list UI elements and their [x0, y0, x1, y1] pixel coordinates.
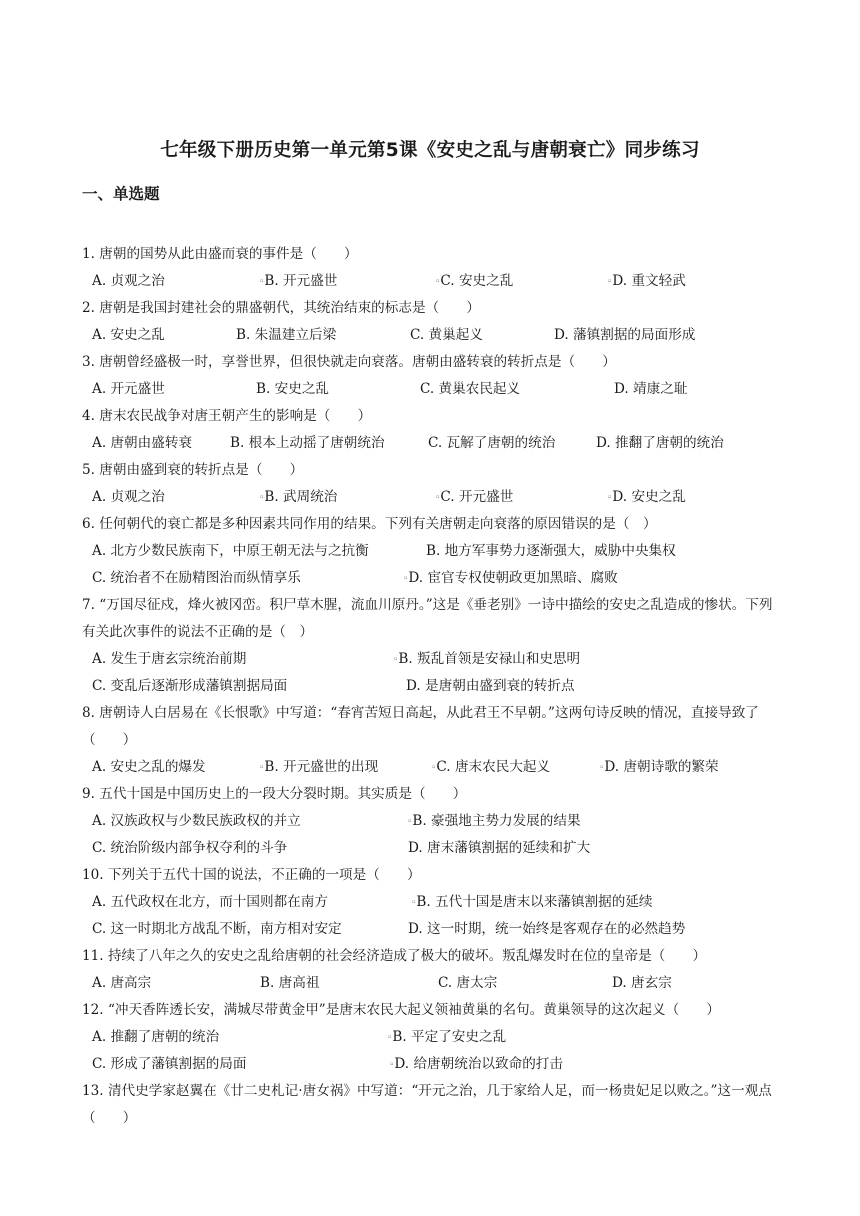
question-3-stem: 3. 唐朝曾经盛极一时，享誉世界，但很快就走向衰落。唐朝由盛转衰的转折点是（ ） [82, 354, 616, 370]
question-9-stem: 9. 五代十国是中国历史上的一段大分裂时期。其实质是（ ） [82, 786, 467, 802]
option-a: A. 贞观之治 [92, 273, 165, 289]
option-c: C. 统治阶级内部争权夺利的斗争 [92, 840, 288, 856]
option-d: D. 唐末藩镇割据的延续和扩大 [408, 840, 591, 856]
question-6-options-row1 [92, 538, 782, 565]
question-11-options [92, 970, 782, 997]
question-5-stem: 5. 唐朝由盛到衰的转折点是（ ） [82, 462, 304, 478]
option-b: ▫B. 开元盛世的出现 [260, 759, 379, 775]
option-b: ▫B. 平定了安史之乱 [388, 1029, 507, 1045]
option-c: ▫C. 唐末农民大起义 [432, 759, 551, 775]
option-b: B. 唐高祖 [260, 975, 320, 991]
question-2-options [92, 322, 782, 349]
question-5-options [92, 484, 782, 511]
option-d: D. 是唐朝由盛到衰的转折点 [406, 678, 575, 694]
question-12-options-row1 [92, 1024, 782, 1051]
question-2-stem: 2. 唐朝是我国封建社会的鼎盛朝代，其统治结束的标志是（ ） [82, 300, 480, 316]
option-b: B. 朱温建立后梁 [236, 327, 337, 343]
option-a: A. 发生于唐玄宗统治前期 [92, 651, 247, 667]
page-title: 七年级下册历史第一单元第5课《安史之乱与唐朝衰亡》同步练习 [160, 140, 700, 161]
question-1-options [92, 268, 782, 295]
question-7-stem: 7. “万国尽征戍，烽火被冈峦。积尸草木腥，流血川原丹。”这是《垂老别》一诗中描绘的安史之乱造成的惨状。下列有关此次事件的说法不正确的是（ ） [82, 597, 773, 640]
option-b: B. 安史之乱 [256, 381, 330, 397]
option-d: ▫D. 重文轻武 [608, 273, 686, 289]
question-13-stem: 13. 清代史学家赵翼在《廿二史札记·唐女祸》中写道：“开元之治，几于家给人足，而一杨贵妃足以败之。”这一观点（ ） [82, 1083, 772, 1126]
option-a: A. 汉族政权与少数民族政权的并立 [92, 813, 301, 829]
option-c: C. 变乱后逐渐形成藩镇割据局面 [92, 678, 288, 694]
question-4-options [92, 430, 782, 457]
option-c: C. 形成了藩镇割据的局面 [92, 1056, 247, 1072]
question-7-options-row2 [92, 673, 782, 700]
option-b: ▫B. 开元盛世 [260, 273, 338, 289]
option-b: ▫B. 武周统治 [260, 489, 338, 505]
question-10-options-row2 [92, 916, 782, 943]
option-d: D. 靖康之耻 [614, 381, 688, 397]
section-heading: 一、单选题 [82, 185, 160, 203]
option-d: D. 唐玄宗 [612, 975, 672, 991]
option-c: ▫C. 安史之乱 [436, 273, 514, 289]
question-8-stem: 8. 唐朝诗人白居易在《长恨歌》中写道：“春宵苦短日高起，从此君王不早朝。”这两句诗反映的情况，直接导致了（ ） [82, 705, 759, 748]
option-d: ▫D. 给唐朝统治以致命的打击 [390, 1056, 563, 1072]
question-4-stem: 4. 唐末农民战争对唐王朝产生的影响是（ ） [82, 408, 372, 424]
option-b: B. 根本上动摇了唐朝统治 [230, 435, 385, 451]
question-12-stem: 12. “冲天香阵透长安，满城尽带黄金甲”是唐末农民大起义领袖黄巢的名句。黄巢领导的这次起义（ ） [82, 1002, 720, 1018]
question-3-options [92, 376, 782, 403]
option-d: ▫D. 宦官专权使朝政更加黑暗、腐败 [404, 570, 618, 586]
question-10-stem: 10. 下列关于五代十国的说法，不正确的一项是（ ） [82, 867, 421, 883]
question-1-stem: 1. 唐朝的国势从此由盛而衰的事件是（ ） [82, 246, 358, 262]
option-a: A. 唐朝由盛转衰 [92, 435, 193, 451]
option-c: C. 瓦解了唐朝的统治 [428, 435, 556, 451]
option-b: B. 地方军事势力逐渐强大，威胁中央集权 [426, 543, 676, 559]
option-c: C. 唐太宗 [438, 975, 498, 991]
question-9-options-row2 [92, 835, 782, 862]
option-d: ▫D. 安史之乱 [608, 489, 686, 505]
question-8-options [92, 754, 782, 781]
option-a: A. 推翻了唐朝的统治 [92, 1029, 220, 1045]
question-9-options-row1 [92, 808, 782, 835]
option-c: C. 这一时期北方战乱不断，南方相对安定 [92, 921, 342, 937]
question-7-options-spacer [92, 619, 782, 646]
option-b: ▫B. 豪强地主势力发展的结果 [408, 813, 581, 829]
option-b: ▫B. 叛乱首领是安禄山和史思明 [394, 651, 581, 667]
option-a: A. 唐高宗 [92, 975, 152, 991]
question-6-options-row2 [92, 565, 782, 592]
option-c: C. 统治者不在励精图治而纵情享乐 [92, 570, 301, 586]
question-7-options-row1 [92, 646, 782, 673]
option-a: A. 开元盛世 [92, 381, 165, 397]
option-b: ▫B. 五代十国是唐末以来藩镇割据的延续 [412, 894, 653, 910]
question-6-stem: 6. 任何朝代的衰亡都是多种因素共同作用的结果。下列有关唐朝走向衰落的原因错误的是（ ） [82, 516, 657, 532]
option-c: C. 黄巢起义 [410, 327, 483, 343]
option-d: D. 藩镇割据的局面形成 [554, 327, 696, 343]
option-c: ▫C. 开元盛世 [436, 489, 514, 505]
option-a: A. 贞观之治 [92, 489, 165, 505]
option-a: A. 五代政权在北方，而十国则都在南方 [92, 894, 328, 910]
question-10-options-row1 [92, 889, 782, 916]
option-d: D. 这一时期，统一始终是客观存在的必然趋势 [408, 921, 686, 937]
question-12-options-row2 [92, 1051, 782, 1078]
option-d: ▫D. 唐朝诗歌的繁荣 [600, 759, 719, 775]
option-a: A. 安史之乱 [92, 327, 165, 343]
option-d: D. 推翻了唐朝的统治 [596, 435, 724, 451]
option-a: A. 安史之乱的爆发 [92, 759, 206, 775]
option-c: C. 黄巢农民起义 [420, 381, 521, 397]
question-11-stem: 11. 持续了八年之久的安史之乱给唐朝的社会经济造成了极大的破坏。叛乱爆发时在位的皇帝是（ ） [82, 948, 707, 964]
option-a: A. 北方少数民族南下，中原王朝无法与之抗衡 [92, 543, 369, 559]
